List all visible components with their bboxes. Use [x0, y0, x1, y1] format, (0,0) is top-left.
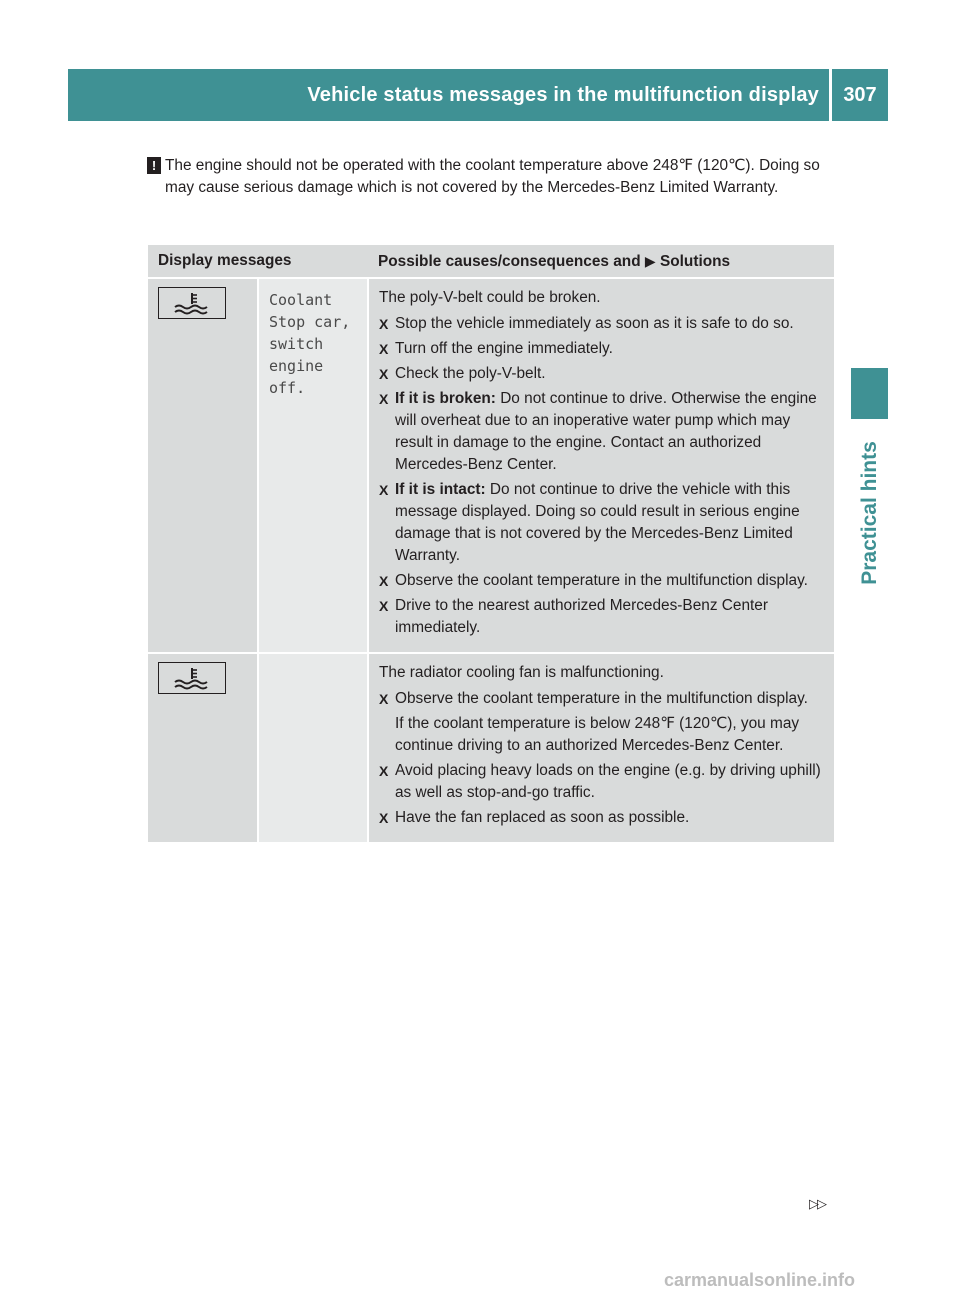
step-text: Observe the coolant temperature in the multifunction display.: [395, 690, 808, 707]
section-marker: [851, 368, 888, 419]
solution-step: [379, 807, 826, 829]
display-message-line: off.: [269, 379, 306, 397]
play-arrow-icon: ▶: [644, 252, 656, 269]
solution-step: [379, 688, 826, 710]
warning-icon: !: [147, 157, 161, 174]
step-marker-icon: X: [379, 573, 389, 589]
step-marker-icon: X: [379, 810, 389, 826]
solution-step: [379, 595, 826, 639]
solutions-cell: [368, 653, 834, 842]
step-note: [379, 713, 826, 757]
status-message-table: [148, 245, 834, 842]
solution-step: [379, 338, 826, 360]
step-condition: If it is broken:: [395, 390, 496, 407]
coolant-temperature-icon: [158, 662, 226, 694]
step-condition: If it is intact:: [395, 481, 486, 498]
step-marker-icon: X: [379, 763, 389, 779]
message-icon-cell: [148, 278, 258, 653]
solution-step: [379, 570, 826, 592]
step-text: Observe the coolant temperature in the multifunction display.: [395, 572, 808, 589]
section-tab-label: Practical hints: [858, 441, 881, 585]
header-display-messages: Display messages: [148, 245, 368, 278]
step-marker-icon: X: [379, 598, 389, 614]
step-marker-icon: X: [379, 341, 389, 357]
page-number: 307: [843, 83, 877, 106]
solution-step: [379, 760, 826, 804]
step-marker-icon: X: [379, 366, 389, 382]
coolant-temperature-icon: [158, 287, 226, 319]
display-message-cell: [258, 278, 368, 653]
table-row: [148, 278, 834, 653]
step-text: Check the poly-V-belt.: [395, 365, 546, 382]
message-icon-cell: [148, 653, 258, 842]
step-text: Turn off the engine immediately.: [395, 340, 613, 357]
warning-text: The engine should not be operated with the coolant temperature above 248℉ (120℃). Doing so may cause serious damage which is not covered by the Mercedes-Benz Limited Warranty.: [165, 157, 820, 196]
display-message-line: Stop car,: [269, 313, 351, 331]
page-header: [68, 69, 888, 121]
warning-notice: [147, 155, 837, 199]
display-message-cell: [258, 653, 368, 842]
step-text: If the coolant temperature is below 248℉ (120℃), you may continue driving to an authorized Mercedes-Benz Center.: [395, 715, 800, 754]
step-text: Avoid placing heavy loads on the engine (e.g. by driving uphill) as well as stop-and-go traffic.: [395, 762, 821, 801]
step-marker-icon: X: [379, 691, 389, 707]
continued-arrows-icon: ▷▷: [809, 1196, 825, 1211]
watermark: carmanualsonline.info: [664, 1270, 856, 1290]
step-marker-icon: X: [379, 316, 389, 332]
page-title: Vehicle status messages in the multifunction display: [307, 83, 819, 106]
display-message-line: engine: [269, 357, 324, 375]
solution-step: [379, 363, 826, 385]
section-tab: [842, 428, 898, 598]
step-text: Do not continue to drive. Otherwise the engine will overheat due to an inoperative water pump which may result in damage to the engine. Contact an authorized Mercedes-Benz Center.: [395, 390, 817, 473]
display-message-line: Coolant: [269, 291, 333, 309]
solution-step: [379, 479, 826, 567]
step-marker-icon: X: [379, 482, 389, 498]
display-message-line: switch: [269, 335, 324, 353]
step-marker-icon: X: [379, 391, 389, 407]
solution-step: [379, 313, 826, 335]
step-text: Do not continue to drive the vehicle with this message displayed. Doing so could result in serious engine damage that is not covered by the Mercedes-Benz Limited Warranty.: [395, 481, 800, 564]
step-text: Drive to the nearest authorized Mercedes-Benz Center immediately.: [395, 597, 768, 636]
header-solutions-prefix: Possible causes/consequences and: [378, 252, 641, 270]
step-text: Stop the vehicle immediately as soon as it is safe to do so.: [395, 315, 794, 332]
cause-text: The poly-V-belt could be broken.: [379, 289, 601, 306]
solutions-cell: [368, 278, 834, 653]
cause-text: The radiator cooling fan is malfunctioning.: [379, 664, 664, 681]
table-row: [148, 653, 834, 842]
solution-step: [379, 388, 826, 476]
step-text: Have the fan replaced as soon as possible.: [395, 809, 690, 826]
header-solutions-suffix: Solutions: [659, 252, 731, 270]
header-solutions: [368, 245, 834, 278]
table-header-row: [148, 245, 834, 278]
